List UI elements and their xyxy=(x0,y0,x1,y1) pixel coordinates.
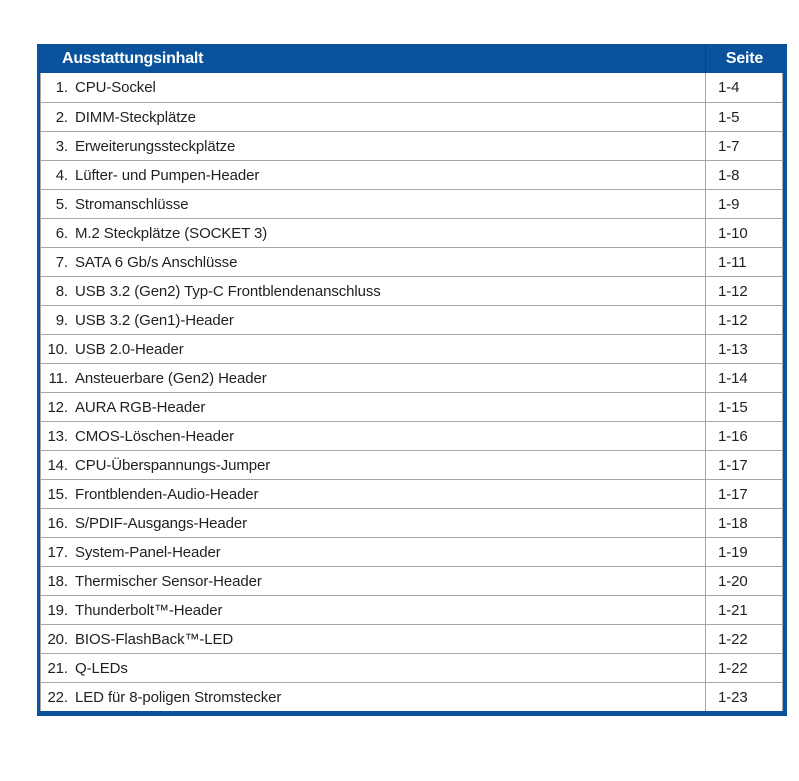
table-row xyxy=(41,624,782,653)
row-label: Erweiterungssteckplätze xyxy=(75,137,236,155)
row-page-cell xyxy=(706,277,782,305)
row-page-cell xyxy=(706,422,782,450)
row-page: 1-11 xyxy=(718,253,747,271)
row-label: Thunderbolt™-Header xyxy=(75,601,223,619)
row-main-cell xyxy=(41,567,706,595)
row-number: 5. xyxy=(55,195,68,213)
row-main-cell xyxy=(41,480,706,508)
row-page-cell xyxy=(706,451,782,479)
row-page-cell xyxy=(706,480,782,508)
row-label: M.2 Steckplätze (SOCKET 3) xyxy=(75,224,268,242)
row-main-cell xyxy=(41,277,706,305)
row-page: 1-13 xyxy=(718,340,748,358)
row-page-cell xyxy=(706,509,782,537)
row-label: Q-LEDs xyxy=(75,659,128,677)
row-label: Thermischer Sensor-Header xyxy=(75,572,262,590)
table-row xyxy=(41,73,782,102)
row-page: 1-19 xyxy=(718,543,748,561)
table-row xyxy=(41,595,782,624)
row-label: CMOS-Löschen-Header xyxy=(75,427,234,445)
table-header-title-cell xyxy=(40,44,706,73)
row-label: Frontblenden-Audio-Header xyxy=(75,485,259,503)
row-label: LED für 8-poligen Stromstecker xyxy=(75,688,282,706)
row-main-cell xyxy=(41,422,706,450)
row-number: 18. xyxy=(47,572,68,590)
table-row xyxy=(41,537,782,566)
row-page: 1-12 xyxy=(718,282,748,300)
row-page-cell xyxy=(706,364,782,392)
table-header-page-cell xyxy=(706,44,783,73)
row-page-cell xyxy=(706,219,782,247)
row-page: 1-5 xyxy=(718,108,740,126)
table-title: Ausstattungsinhalt xyxy=(62,49,204,67)
table-row xyxy=(41,160,782,189)
table-row xyxy=(41,247,782,276)
row-page-cell xyxy=(706,625,782,653)
row-label: Stromanschlüsse xyxy=(75,195,189,213)
row-page: 1-18 xyxy=(718,514,748,532)
row-number: 17. xyxy=(47,543,68,561)
row-main-cell xyxy=(41,161,706,189)
row-page: 1-17 xyxy=(718,456,748,474)
row-page: 1-7 xyxy=(718,137,740,155)
table-row xyxy=(41,421,782,450)
row-label: SATA 6 Gb/s Anschlüsse xyxy=(75,253,238,271)
table-header-row xyxy=(40,44,783,73)
row-number: 9. xyxy=(55,311,68,329)
row-number: 4. xyxy=(55,166,68,184)
row-main-cell xyxy=(41,509,706,537)
row-label: CPU-Überspannungs-Jumper xyxy=(75,456,271,474)
row-page-cell xyxy=(706,306,782,334)
table-row xyxy=(41,653,782,682)
row-main-cell xyxy=(41,335,706,363)
row-number: 1. xyxy=(55,79,68,96)
row-page: 1-10 xyxy=(718,224,748,242)
row-label: System-Panel-Header xyxy=(75,543,221,561)
row-page-cell xyxy=(706,335,782,363)
page-column-label: Seite xyxy=(725,49,764,67)
row-main-cell xyxy=(41,248,706,276)
row-number: 8. xyxy=(55,282,68,300)
row-page: 1-16 xyxy=(718,427,748,445)
row-number: 19. xyxy=(47,601,68,619)
row-page: 1-9 xyxy=(718,195,740,213)
row-label: Ansteuerbare (Gen2) Header xyxy=(75,369,267,387)
row-label: AURA RGB-Header xyxy=(75,398,206,416)
row-page: 1-8 xyxy=(718,166,740,184)
row-label: CPU-Sockel xyxy=(75,79,156,96)
row-page-cell xyxy=(706,538,782,566)
table-row xyxy=(41,450,782,479)
row-page-cell xyxy=(706,248,782,276)
table-row xyxy=(41,363,782,392)
row-page: 1-17 xyxy=(718,485,748,503)
table-row xyxy=(41,566,782,595)
table-row xyxy=(41,305,782,334)
row-main-cell xyxy=(41,219,706,247)
row-main-cell xyxy=(41,538,706,566)
table-row xyxy=(41,682,782,711)
row-number: 11. xyxy=(48,369,68,387)
row-page-cell xyxy=(706,683,782,711)
row-page-cell xyxy=(706,103,782,131)
row-page-cell xyxy=(706,596,782,624)
row-main-cell xyxy=(41,596,706,624)
row-main-cell xyxy=(41,73,706,102)
row-label: USB 3.2 (Gen2) Typ-C Frontblendenanschluss xyxy=(75,282,381,300)
row-main-cell xyxy=(41,190,706,218)
table-row xyxy=(41,334,782,363)
row-number: 10. xyxy=(47,340,68,358)
row-number: 7. xyxy=(55,253,68,271)
row-label: DIMM-Steckplätze xyxy=(75,108,196,126)
row-page: 1-21 xyxy=(718,601,748,619)
row-label: USB 3.2 (Gen1)-Header xyxy=(75,311,234,329)
row-main-cell xyxy=(41,654,706,682)
row-main-cell xyxy=(41,132,706,160)
row-main-cell xyxy=(41,451,706,479)
table-row xyxy=(41,392,782,421)
table-row xyxy=(41,102,782,131)
table-row xyxy=(41,218,782,247)
table-row xyxy=(41,479,782,508)
row-number: 12. xyxy=(47,398,68,416)
row-number: 3. xyxy=(55,137,68,155)
table-body xyxy=(40,73,783,711)
row-main-cell xyxy=(41,103,706,131)
row-number: 20. xyxy=(47,630,68,648)
row-number: 14. xyxy=(47,456,68,474)
row-page: 1-12 xyxy=(718,311,748,329)
row-label: USB 2.0-Header xyxy=(75,340,184,358)
row-main-cell xyxy=(41,306,706,334)
row-number: 6. xyxy=(55,224,68,242)
table-row xyxy=(41,276,782,305)
row-page: 1-4 xyxy=(718,79,740,96)
row-label: BIOS-FlashBack™-LED xyxy=(75,630,234,648)
row-number: 22. xyxy=(47,688,68,706)
table-row xyxy=(41,131,782,160)
table-row xyxy=(41,189,782,218)
row-label: S/PDIF-Ausgangs-Header xyxy=(75,514,248,532)
row-page: 1-15 xyxy=(718,398,748,416)
row-main-cell xyxy=(41,364,706,392)
row-page-cell xyxy=(706,73,782,102)
row-page-cell xyxy=(706,190,782,218)
feature-contents-table xyxy=(37,44,787,716)
row-page: 1-23 xyxy=(718,688,748,706)
row-page: 1-20 xyxy=(718,572,748,590)
row-number: 2. xyxy=(55,108,68,126)
row-page-cell xyxy=(706,132,782,160)
row-main-cell xyxy=(41,625,706,653)
row-page-cell xyxy=(706,654,782,682)
row-main-cell xyxy=(41,683,706,711)
table-row xyxy=(41,508,782,537)
row-page: 1-22 xyxy=(718,659,748,677)
row-number: 13. xyxy=(47,427,68,445)
row-page-cell xyxy=(706,161,782,189)
row-label: Lüfter- und Pumpen-Header xyxy=(75,166,260,184)
row-number: 16. xyxy=(47,514,68,532)
row-page: 1-14 xyxy=(718,369,748,387)
row-number: 15. xyxy=(47,485,68,503)
row-page: 1-22 xyxy=(718,630,748,648)
row-page-cell xyxy=(706,567,782,595)
row-main-cell xyxy=(41,393,706,421)
row-number: 21. xyxy=(47,659,68,677)
row-page-cell xyxy=(706,393,782,421)
